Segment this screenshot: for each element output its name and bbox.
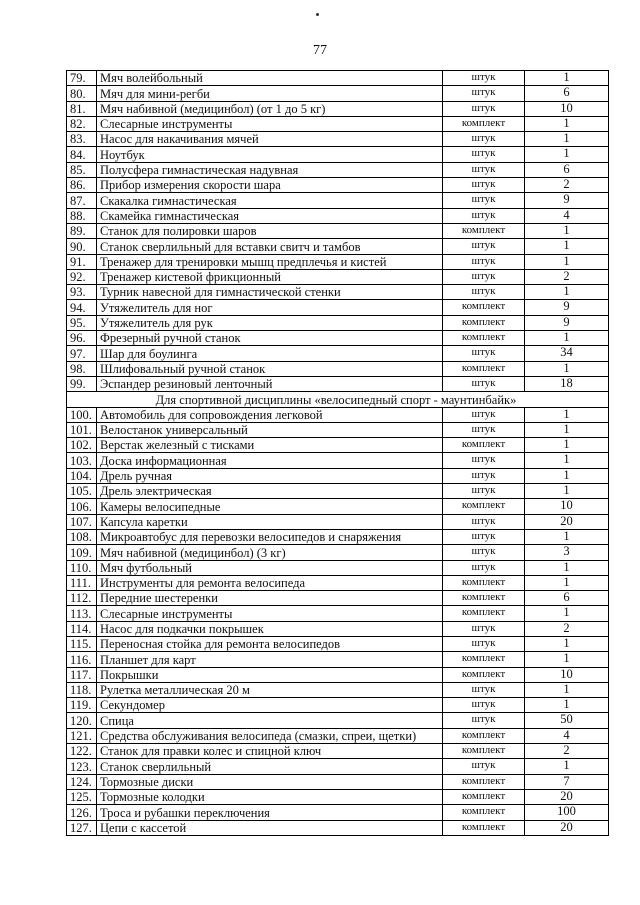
table-row (67, 86, 609, 101)
item-name: Верстак железный с тисками (97, 438, 443, 453)
item-unit: комплект (443, 116, 525, 131)
item-name: Дрель электрическая (97, 484, 443, 499)
item-quantity: 1 (525, 71, 609, 86)
row-number: 96. (67, 331, 97, 346)
item-name: Микроавтобус для перевозки велосипедов и снаряжения (97, 529, 443, 544)
item-unit: штук (443, 682, 525, 697)
row-number: 117. (67, 667, 97, 682)
table-row (67, 178, 609, 193)
item-quantity: 10 (525, 499, 609, 514)
item-unit: штук (443, 162, 525, 177)
item-name: Мяч набивной (медицинбол) (3 кг) (97, 545, 443, 560)
item-unit: комплект (443, 223, 525, 238)
item-quantity: 1 (525, 575, 609, 590)
item-unit: комплект (443, 300, 525, 315)
item-quantity: 1 (525, 422, 609, 437)
item-quantity: 7 (525, 774, 609, 789)
item-unit: штук (443, 346, 525, 361)
section-header-row (67, 392, 609, 407)
row-number: 99. (67, 376, 97, 391)
table-row (67, 667, 609, 682)
item-quantity: 1 (525, 484, 609, 499)
item-unit: штук (443, 178, 525, 193)
item-name: Мяч футбольный (97, 560, 443, 575)
row-number: 95. (67, 315, 97, 330)
row-number: 116. (67, 652, 97, 667)
item-unit: штук (443, 269, 525, 284)
row-number: 89. (67, 223, 97, 238)
table-row (67, 728, 609, 743)
item-quantity: 20 (525, 514, 609, 529)
item-name: Станок для полировки шаров (97, 223, 443, 238)
item-name: Станок сверлильный для вставки свитч и тамбов (97, 239, 443, 254)
item-quantity: 2 (525, 621, 609, 636)
item-name: Мяч набивной (медицинбол) (от 1 до 5 кг) (97, 101, 443, 116)
table-row (67, 698, 609, 713)
row-number: 80. (67, 86, 97, 101)
item-quantity: 1 (525, 636, 609, 651)
table-row (67, 438, 609, 453)
item-unit: штук (443, 514, 525, 529)
row-number: 115. (67, 636, 97, 651)
item-unit: комплект (443, 315, 525, 330)
item-unit: штук (443, 86, 525, 101)
table-body-general (67, 71, 609, 392)
row-number: 124. (67, 774, 97, 789)
item-name: Утяжелитель для рук (97, 315, 443, 330)
table-row (67, 71, 609, 86)
table-row (67, 468, 609, 483)
row-number: 79. (67, 71, 97, 86)
item-unit: комплект (443, 667, 525, 682)
item-quantity: 1 (525, 529, 609, 544)
item-name: Станок сверлильный (97, 759, 443, 774)
item-quantity: 10 (525, 667, 609, 682)
table-row (67, 575, 609, 590)
item-name: Тормозные диски (97, 774, 443, 789)
item-unit: штук (443, 71, 525, 86)
item-unit: штук (443, 422, 525, 437)
row-number: 111. (67, 575, 97, 590)
table-row (67, 132, 609, 147)
row-number: 107. (67, 514, 97, 529)
item-unit: комплект (443, 789, 525, 804)
item-name: Передние шестеренки (97, 591, 443, 606)
item-name: Утяжелитель для ног (97, 300, 443, 315)
item-name: Слесарные инструменты (97, 116, 443, 131)
item-unit: комплект (443, 591, 525, 606)
item-name: Доска информационная (97, 453, 443, 468)
table-row (67, 636, 609, 651)
item-unit: штук (443, 713, 525, 728)
item-quantity: 1 (525, 759, 609, 774)
item-quantity: 20 (525, 820, 609, 835)
item-name: Фрезерный ручной станок (97, 331, 443, 346)
item-unit: штук (443, 560, 525, 575)
item-quantity: 1 (525, 606, 609, 621)
row-number: 121. (67, 728, 97, 743)
table-row (67, 254, 609, 269)
item-quantity: 1 (525, 361, 609, 376)
row-number: 94. (67, 300, 97, 315)
table-row (67, 789, 609, 804)
table-row (67, 162, 609, 177)
item-name: Насос для подкачки покрышек (97, 621, 443, 636)
item-name: Камеры велосипедные (97, 499, 443, 514)
item-quantity: 6 (525, 162, 609, 177)
page-number: 77 (313, 43, 327, 58)
item-quantity: 1 (525, 285, 609, 300)
item-name: Дрель ручная (97, 468, 443, 483)
table-row (67, 101, 609, 116)
item-unit: штук (443, 376, 525, 391)
item-quantity: 1 (525, 698, 609, 713)
table-row (67, 331, 609, 346)
row-number: 84. (67, 147, 97, 162)
item-name: Автомобиль для сопровождения легковой (97, 407, 443, 422)
item-quantity: 1 (525, 147, 609, 162)
table-row (67, 606, 609, 621)
item-quantity: 1 (525, 239, 609, 254)
row-number: 85. (67, 162, 97, 177)
item-unit: комплект (443, 820, 525, 835)
row-number: 119. (67, 698, 97, 713)
item-quantity: 9 (525, 300, 609, 315)
row-number: 100. (67, 407, 97, 422)
item-quantity: 1 (525, 407, 609, 422)
item-unit: штук (443, 529, 525, 544)
table-row (67, 621, 609, 636)
item-quantity: 100 (525, 805, 609, 820)
item-name: Насос для накачивания мячей (97, 132, 443, 147)
item-unit: комплект (443, 728, 525, 743)
row-number: 86. (67, 178, 97, 193)
table-row (67, 193, 609, 208)
item-quantity: 9 (525, 193, 609, 208)
table-row (67, 422, 609, 437)
table-row (67, 407, 609, 422)
table-row (67, 744, 609, 759)
item-unit: комплект (443, 774, 525, 789)
item-unit: штук (443, 698, 525, 713)
item-quantity: 1 (525, 116, 609, 131)
table-row (67, 453, 609, 468)
item-unit: комплект (443, 744, 525, 759)
table-row (67, 713, 609, 728)
item-quantity: 1 (525, 652, 609, 667)
item-unit: штук (443, 453, 525, 468)
item-unit: комплект (443, 575, 525, 590)
item-name: Тренажер для тренировки мышц предплечья и кистей (97, 254, 443, 269)
row-number: 82. (67, 116, 97, 131)
item-name: Мяч волейбольный (97, 71, 443, 86)
row-number: 109. (67, 545, 97, 560)
item-unit: штук (443, 621, 525, 636)
item-unit: штук (443, 759, 525, 774)
row-number: 87. (67, 193, 97, 208)
item-unit: штук (443, 132, 525, 147)
table-row (67, 315, 609, 330)
item-name: Шар для боулинга (97, 346, 443, 361)
row-number: 97. (67, 346, 97, 361)
item-name: Слесарные инструменты (97, 606, 443, 621)
table-row (67, 529, 609, 544)
table-row (67, 239, 609, 254)
item-quantity: 9 (525, 315, 609, 330)
item-unit: штук (443, 407, 525, 422)
item-name: Тренажер кистевой фрикционный (97, 269, 443, 284)
item-quantity: 4 (525, 208, 609, 223)
item-unit: штук (443, 254, 525, 269)
table-row (67, 591, 609, 606)
item-name: Эспандер резиновый ленточный (97, 376, 443, 391)
row-number: 114. (67, 621, 97, 636)
item-name: Рулетка металлическая 20 м (97, 682, 443, 697)
row-number: 105. (67, 484, 97, 499)
item-name: Станок для правки колес и спицной ключ (97, 744, 443, 759)
section-header-body (67, 392, 609, 407)
item-quantity: 1 (525, 254, 609, 269)
item-name: Секундомер (97, 698, 443, 713)
item-quantity: 6 (525, 591, 609, 606)
row-number: 120. (67, 713, 97, 728)
table-row (67, 499, 609, 514)
table-row (67, 285, 609, 300)
item-quantity: 6 (525, 86, 609, 101)
item-unit: штук (443, 468, 525, 483)
row-number: 102. (67, 438, 97, 453)
scan-speck (316, 13, 319, 16)
row-number: 106. (67, 499, 97, 514)
item-quantity: 50 (525, 713, 609, 728)
row-number: 123. (67, 759, 97, 774)
item-unit: комплект (443, 652, 525, 667)
item-name: Капсула каретки (97, 514, 443, 529)
row-number: 92. (67, 269, 97, 284)
item-quantity: 1 (525, 453, 609, 468)
item-quantity: 3 (525, 545, 609, 560)
table-row (67, 208, 609, 223)
item-unit: комплект (443, 805, 525, 820)
row-number: 104. (67, 468, 97, 483)
item-name: Мяч для мини-регби (97, 86, 443, 101)
item-quantity: 1 (525, 438, 609, 453)
item-quantity: 18 (525, 376, 609, 391)
row-number: 110. (67, 560, 97, 575)
row-number: 91. (67, 254, 97, 269)
item-name: Велостанок универсальный (97, 422, 443, 437)
table-row (67, 223, 609, 238)
item-name: Полусфера гимнастическая надувная (97, 162, 443, 177)
row-number: 113. (67, 606, 97, 621)
row-number: 112. (67, 591, 97, 606)
item-name: Цепи с кассетой (97, 820, 443, 835)
item-name: Троса и рубашки переключения (97, 805, 443, 820)
row-number: 125. (67, 789, 97, 804)
item-name: Скакалка гимнастическая (97, 193, 443, 208)
item-name: Тормозные колодки (97, 789, 443, 804)
item-unit: штук (443, 239, 525, 254)
row-number: 122. (67, 744, 97, 759)
item-name: Спица (97, 713, 443, 728)
item-name: Скамейка гимнастическая (97, 208, 443, 223)
item-name: Планшет для карт (97, 652, 443, 667)
item-quantity: 4 (525, 728, 609, 743)
table-row (67, 147, 609, 162)
item-unit: штук (443, 285, 525, 300)
item-quantity: 1 (525, 560, 609, 575)
item-quantity: 1 (525, 132, 609, 147)
item-quantity: 2 (525, 269, 609, 284)
row-number: 103. (67, 453, 97, 468)
row-number: 98. (67, 361, 97, 376)
item-quantity: 34 (525, 346, 609, 361)
table-row (67, 346, 609, 361)
item-quantity: 1 (525, 223, 609, 238)
item-quantity: 1 (525, 468, 609, 483)
item-unit: штук (443, 101, 525, 116)
item-unit: штук (443, 208, 525, 223)
row-number: 83. (67, 132, 97, 147)
table-body-mountainbike (67, 407, 609, 835)
item-unit: комплект (443, 331, 525, 346)
section-title: Для спортивной дисциплины «велосипедный спорт - маунтинбайк» (67, 392, 609, 407)
table-row (67, 361, 609, 376)
table-row (67, 269, 609, 284)
table-row (67, 300, 609, 315)
row-number: 81. (67, 101, 97, 116)
item-unit: штук (443, 484, 525, 499)
table-row (67, 376, 609, 391)
item-unit: штук (443, 545, 525, 560)
table-row (67, 514, 609, 529)
item-quantity: 2 (525, 178, 609, 193)
table-row (67, 560, 609, 575)
table-row (67, 484, 609, 499)
item-unit: комплект (443, 361, 525, 376)
item-quantity: 1 (525, 331, 609, 346)
item-unit: штук (443, 636, 525, 651)
table-row (67, 820, 609, 835)
item-quantity: 20 (525, 789, 609, 804)
row-number: 93. (67, 285, 97, 300)
table-row (67, 774, 609, 789)
table-row (67, 545, 609, 560)
row-number: 101. (67, 422, 97, 437)
row-number: 126. (67, 805, 97, 820)
table-row (67, 652, 609, 667)
row-number: 118. (67, 682, 97, 697)
item-name: Инструменты для ремонта велосипеда (97, 575, 443, 590)
item-unit: комплект (443, 499, 525, 514)
equipment-table (66, 70, 609, 836)
item-quantity: 2 (525, 744, 609, 759)
item-unit: штук (443, 147, 525, 162)
item-name: Ноутбук (97, 147, 443, 162)
item-name: Переносная стойка для ремонта велосипедов (97, 636, 443, 651)
table-row (67, 116, 609, 131)
row-number: 88. (67, 208, 97, 223)
item-name: Покрышки (97, 667, 443, 682)
row-number: 108. (67, 529, 97, 544)
item-unit: комплект (443, 438, 525, 453)
row-number: 127. (67, 820, 97, 835)
item-name: Турник навесной для гимнастической стенки (97, 285, 443, 300)
item-unit: комплект (443, 606, 525, 621)
item-quantity: 10 (525, 101, 609, 116)
item-unit: штук (443, 193, 525, 208)
item-name: Прибор измерения скорости шара (97, 178, 443, 193)
item-name: Средства обслуживания велосипеда (смазки, спреи, щетки) (97, 728, 443, 743)
item-name: Шлифовальный ручной станок (97, 361, 443, 376)
table-row (67, 759, 609, 774)
table-row (67, 682, 609, 697)
row-number: 90. (67, 239, 97, 254)
item-quantity: 1 (525, 682, 609, 697)
table-row (67, 805, 609, 820)
